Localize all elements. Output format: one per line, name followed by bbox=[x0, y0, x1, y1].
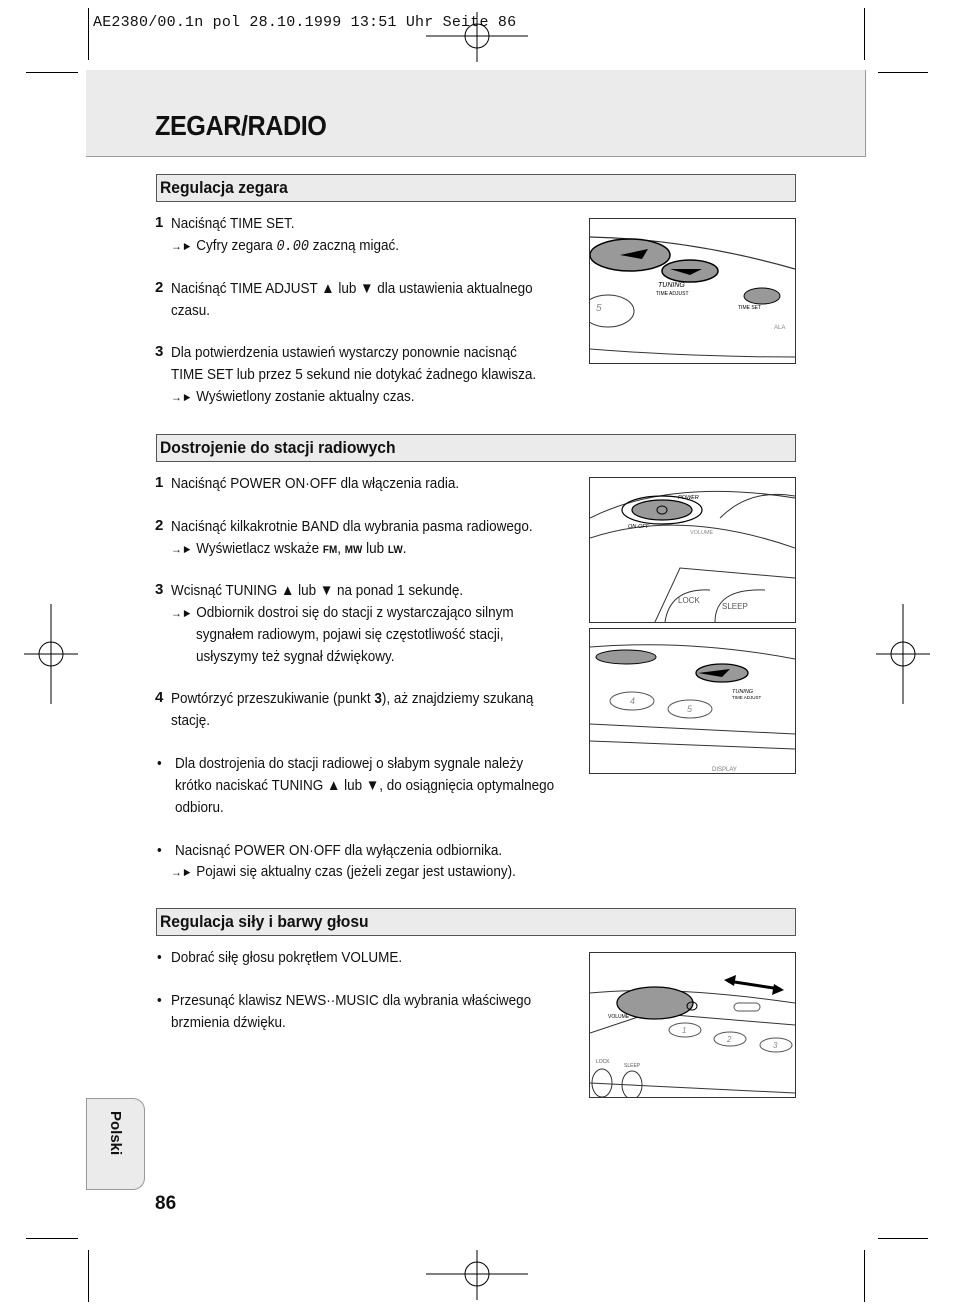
step-text: Naciśnąć TIME SET. bbox=[171, 215, 295, 232]
radio-volume-drawing bbox=[590, 953, 795, 1097]
result-arrow-icon: →► bbox=[171, 865, 193, 879]
fig-label: 1 bbox=[682, 1026, 687, 1035]
fig-label: TUNING bbox=[732, 689, 754, 695]
step-text: Naciśnąć TIME ADJUST ▲ lub ▼ dla ustawienia aktualnego bbox=[171, 280, 533, 297]
section-heading-text: Regulacja siły i barwy głosu bbox=[160, 912, 369, 931]
section-heading-text: Dostrojenie do stacji radiowych bbox=[160, 438, 396, 457]
step-text: Naciśnąć POWER ON·OFF dla włączenia radia. bbox=[171, 475, 460, 492]
crop-mark bbox=[88, 8, 89, 60]
fig-label: SLEEP bbox=[722, 602, 748, 611]
fig-label: TIME SET bbox=[738, 305, 762, 311]
result-text: zaczną migać. bbox=[312, 237, 399, 254]
crop-mark bbox=[26, 1238, 78, 1239]
fig-label: 3 bbox=[773, 1041, 778, 1050]
page-title: ZEGAR/RADIO bbox=[155, 110, 327, 141]
step-text: Dla potwierdzenia ustawień wystarczy ponownie nacisnąć bbox=[171, 344, 517, 361]
bullet-text: Dla dostrojenia do stacji radiowej o słabym sygnale należy bbox=[175, 755, 524, 772]
fig-label: TUNING bbox=[658, 282, 685, 289]
band-mw: MW bbox=[344, 544, 363, 556]
bullet: • bbox=[157, 842, 162, 859]
result-arrow-icon: →► bbox=[171, 239, 193, 253]
bullet-text: brzmienia dźwięku. bbox=[171, 1014, 286, 1031]
registration-mark-right bbox=[876, 604, 930, 704]
fig-label: VOLUME bbox=[608, 1014, 630, 1020]
registration-mark-top bbox=[426, 12, 528, 62]
illustration-tuning-buttons bbox=[589, 628, 796, 774]
step-result bbox=[171, 861, 516, 884]
step-text: Naciśnąć kilkakrotnie BAND dla wybrania pasma radiowego. bbox=[171, 518, 533, 535]
bullet-text: Nacisnąć POWER ON·OFF dla wyłączenia odbiornika. bbox=[175, 842, 503, 859]
step-result bbox=[171, 235, 399, 258]
bullet: • bbox=[157, 949, 162, 966]
print-header: AE2380/00.1n pol 28.10.1999 13:51 Uhr Seite 86 bbox=[93, 14, 517, 31]
bullet: • bbox=[157, 992, 162, 1009]
crop-mark bbox=[864, 1250, 865, 1302]
crop-mark bbox=[864, 8, 865, 60]
section-heading-sound bbox=[156, 908, 796, 936]
crop-mark bbox=[88, 1250, 89, 1302]
result-arrow-icon: →► bbox=[171, 390, 193, 404]
or-word: lub bbox=[366, 540, 385, 557]
registration-mark-bottom bbox=[426, 1250, 528, 1300]
result-text: Cyfry zegara bbox=[196, 237, 273, 254]
fig-label: 5 bbox=[687, 704, 693, 714]
step-result: →► Wyświetlacz wskaże FM, MW lub LW. bbox=[171, 540, 407, 557]
step-number: 2 bbox=[155, 279, 164, 296]
registration-mark-left bbox=[24, 604, 78, 704]
fig-label: ON·OFF bbox=[628, 524, 650, 530]
fig-label: LOCK bbox=[678, 596, 700, 605]
step-text: stację. bbox=[171, 712, 211, 729]
bullet-text: odbioru. bbox=[175, 799, 224, 816]
result-text: Odbiornik dostroi się do stacji z wystarczająco silnym bbox=[196, 604, 514, 621]
bullet: • bbox=[157, 755, 162, 772]
step-result bbox=[171, 602, 514, 625]
clock-digits: 0.00 bbox=[276, 238, 309, 255]
radio-top-drawing bbox=[590, 219, 795, 363]
section-heading-clock bbox=[156, 174, 796, 202]
step-result bbox=[171, 386, 414, 409]
result-text: Pojawi się aktualny czas (jeżeli zegar jest ustawiony). bbox=[196, 863, 516, 880]
fig-label: ALA bbox=[774, 325, 786, 331]
step-text: TIME SET lub przez 5 sekund nie dotykać żadnego klawisza. bbox=[171, 366, 537, 383]
step-number: 1 bbox=[155, 474, 164, 491]
fig-label: SLEEP bbox=[624, 1063, 641, 1069]
step-text-part: ), aż znajdziemy szukaną bbox=[381, 690, 534, 707]
step-ref: 3 bbox=[374, 690, 382, 707]
result-arrow-icon: →► bbox=[171, 606, 193, 620]
bullet-text: krótko naciskać TUNING ▲ lub ▼, do osiągnięcia optymalnego bbox=[175, 777, 555, 794]
step-text-part: Powtórzyć przeszukiwanie (punkt bbox=[171, 690, 375, 707]
fig-label: 2 bbox=[727, 1035, 732, 1044]
fig-label: TIME ADJUST bbox=[732, 695, 762, 700]
step-number: 3 bbox=[155, 343, 164, 360]
band-lw: LW bbox=[387, 544, 403, 556]
result-text: usłyszymy też sygnał dźwiękowy. bbox=[196, 648, 395, 665]
result-text: Wyświetlacz wskaże bbox=[196, 540, 320, 557]
crop-mark bbox=[26, 72, 78, 73]
radio-power-drawing bbox=[590, 478, 795, 622]
result-text: sygnałem radiowym, pojawi się częstotliwość stacji, bbox=[196, 626, 504, 643]
step-number: 4 bbox=[155, 689, 164, 706]
step-text bbox=[171, 688, 533, 710]
crop-mark bbox=[878, 1238, 928, 1239]
step-number: 2 bbox=[155, 517, 164, 534]
fig-label: 4 bbox=[630, 696, 636, 706]
fig-label: POWER bbox=[678, 495, 699, 501]
fig-label: DISPLAY bbox=[712, 767, 737, 773]
crop-mark bbox=[878, 72, 928, 73]
band-fm: FM bbox=[322, 544, 338, 556]
step-number: 1 bbox=[155, 214, 164, 231]
result-text: Wyświetlony zostanie aktualny czas. bbox=[196, 388, 415, 405]
fig-label: VOLUME bbox=[690, 530, 714, 536]
result-arrow-icon: →► bbox=[171, 542, 193, 556]
illustration-volume bbox=[589, 952, 796, 1098]
illustration-power-button bbox=[589, 477, 796, 623]
radio-tuning-drawing bbox=[590, 629, 795, 773]
page-number: 86 bbox=[155, 1193, 177, 1214]
bullet-text: Dobrać siłę głosu pokrętłem VOLUME. bbox=[171, 949, 403, 966]
bullet-text: Przesunąć klawisz NEWS··MUSIC dla wybrania właściwego bbox=[171, 992, 532, 1009]
illustration-time-buttons bbox=[589, 218, 796, 364]
fig-label: TIME ADJUST bbox=[656, 291, 689, 297]
step-number: 3 bbox=[155, 581, 164, 598]
section-heading-radio bbox=[156, 434, 796, 462]
step-text: czasu. bbox=[171, 302, 211, 319]
section-heading-text: Regulacja zegara bbox=[160, 178, 288, 197]
language-tab bbox=[86, 1098, 145, 1190]
step-text: Wcisnąć TUNING ▲ lub ▼ na ponad 1 sekundę. bbox=[171, 582, 464, 599]
fig-label: 5 bbox=[596, 303, 602, 314]
language-tab-label: Polski bbox=[107, 1111, 124, 1156]
fig-label: LOCK bbox=[596, 1059, 610, 1065]
